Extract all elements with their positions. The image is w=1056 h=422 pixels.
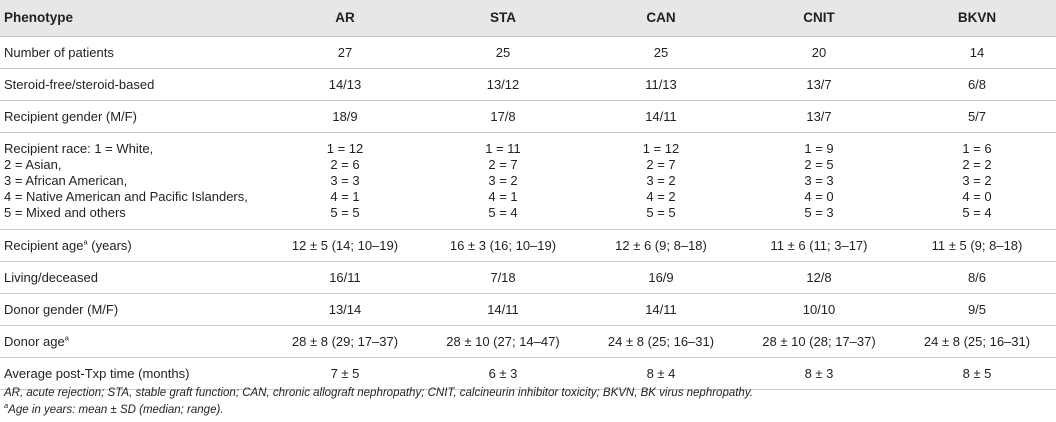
table-cell-race-cnit: [740, 133, 898, 230]
footnote-marker: a: [83, 237, 88, 247]
table-row: [0, 358, 1056, 390]
race-value: 4 = 0: [804, 189, 834, 204]
table-cell: 18/9: [332, 109, 358, 124]
header-bkvn: BKVN: [957, 10, 997, 25]
table-cell: 11 ± 6 (11; 3–17): [770, 238, 868, 253]
race-value: 4 = 0: [962, 189, 992, 204]
table-row: [0, 262, 1056, 294]
table-cell: 14/13: [328, 77, 362, 92]
table-cell: 17/8: [490, 109, 516, 124]
race-value: 3 = 3: [330, 173, 360, 188]
table-cell: 13/7: [806, 77, 832, 92]
table-cell: 28 ± 8 (29; 17–37): [291, 334, 399, 349]
table-cell: 28 ± 10 (28; 17–37): [762, 334, 876, 349]
race-value: 2 = 6: [330, 157, 360, 172]
race-value: 2 = 7: [646, 157, 676, 172]
race-value: 3 = 2: [646, 173, 676, 188]
table-cell-race-can: [582, 133, 740, 230]
race-value: 3 = 3: [804, 173, 834, 188]
table-cell: 24 ± 8 (25; 16–31): [923, 334, 1031, 349]
table-cell: 11/13: [645, 77, 677, 92]
race-value: 1 = 12: [326, 141, 364, 156]
row-label: Donor age: [4, 334, 65, 349]
race-value: 2 = 2: [962, 157, 992, 172]
table-cell: 16/11: [329, 270, 361, 285]
table-cell-race-sta: [424, 133, 582, 230]
table-cell: 14: [969, 45, 985, 60]
row-label-donor-age: [0, 326, 266, 358]
table-cell: 8 ± 3: [804, 366, 834, 381]
race-label-line: 4 = Native American and Pacific Islanders,: [4, 189, 248, 204]
table-cell: 20: [811, 45, 827, 60]
table-cell: 16 ± 3 (16; 10–19): [449, 238, 557, 253]
table-cell: 24 ± 8 (25; 16–31): [607, 334, 715, 349]
table-cell: 13/12: [486, 77, 520, 92]
table-row: [0, 37, 1056, 69]
race-value: 5 = 3: [804, 205, 834, 220]
table-cell: 10/10: [802, 302, 836, 317]
race-value: 1 = 12: [642, 141, 680, 156]
table-row: [0, 69, 1056, 101]
race-value: 4 = 1: [488, 189, 518, 204]
race-value: 5 = 4: [488, 205, 518, 220]
table-cell: 5/7: [967, 109, 987, 124]
race-label-line: 2 = Asian,: [4, 157, 62, 172]
row-label-recipient-age: [0, 230, 266, 262]
footnote-abbreviations: AR, acute rejection; STA, stable graft function; CAN, chronic allograft nephropathy; CNIT, calcineurin inhibitor toxicity; BKVN, BK virus nephropathy.: [4, 387, 753, 399]
table-row: [0, 230, 1056, 262]
table-row-race: [0, 133, 1056, 230]
table-cell: 14/11: [645, 302, 677, 317]
header-can: CAN: [646, 10, 676, 25]
row-label: Number of patients: [4, 45, 114, 60]
table-row: [0, 294, 1056, 326]
table-cell-race-ar: [266, 133, 424, 230]
row-label: Steroid-free/steroid-based: [4, 77, 155, 92]
row-label: Donor gender (M/F): [4, 302, 119, 317]
race-value: 3 = 2: [488, 173, 518, 188]
table-cell: 12 ± 6 (9; 8–18): [615, 238, 707, 253]
header-ar: AR: [335, 10, 355, 25]
table-cell: 7 ± 5: [330, 366, 360, 381]
race-value: 2 = 7: [488, 157, 518, 172]
race-value: 5 = 5: [330, 205, 360, 220]
race-label-line: 3 = African American,: [4, 173, 128, 188]
table-cell: 12 ± 5 (14; 10–19): [291, 238, 399, 253]
race-value: 1 = 9: [804, 141, 834, 156]
header-cnit: CNIT: [803, 10, 835, 25]
header-sta: STA: [490, 10, 516, 25]
race-value: 2 = 5: [804, 157, 834, 172]
table-row: [0, 101, 1056, 133]
row-label-race: [0, 133, 266, 230]
row-label: Recipient age: [4, 238, 84, 253]
table-header-row: [0, 0, 1056, 37]
table-cell: 13/7: [806, 109, 832, 124]
table-cell: 11 ± 5 (9; 8–18): [931, 238, 1023, 253]
race-value: 5 = 5: [646, 205, 676, 220]
table-cell: 16/9: [648, 270, 674, 285]
table-cell: 27: [337, 45, 353, 60]
race-value: 3 = 2: [962, 173, 992, 188]
header-phenotype: Phenotype: [4, 10, 74, 25]
table-cell: 25: [653, 45, 669, 60]
race-value: 5 = 4: [962, 205, 992, 220]
footnote-age: [4, 401, 224, 416]
table-row: [0, 326, 1056, 358]
race-value: 1 = 6: [962, 141, 992, 156]
table-cell: 8/6: [967, 270, 987, 285]
race-value: 4 = 1: [330, 189, 360, 204]
table-cell: 14/11: [487, 302, 519, 317]
table-cell: 6 ± 3: [488, 366, 518, 381]
table-cell: 12/8: [806, 270, 832, 285]
table-cell: 13/14: [328, 302, 362, 317]
table-cell: 25: [495, 45, 511, 60]
table-cell: 28 ± 10 (27; 14–47): [446, 334, 560, 349]
footnote-age-text: Age in years: mean ± SD (median; range).: [8, 404, 224, 416]
table-cell: 8 ± 4: [646, 366, 676, 381]
race-label-line: Recipient race: 1 = White,: [4, 141, 154, 156]
race-value: 1 = 11: [485, 141, 521, 156]
table-cell: 14/11: [645, 109, 677, 124]
race-label-line: 5 = Mixed and others: [4, 205, 126, 220]
footnote-marker: a: [4, 401, 9, 411]
table-cell: 9/5: [967, 302, 987, 317]
row-label: Recipient gender (M/F): [4, 109, 137, 124]
race-value: 4 = 2: [646, 189, 676, 204]
table-cell: 7/18: [490, 270, 516, 285]
table-cell-race-bkvn: [898, 133, 1056, 230]
table-cell: 6/8: [967, 77, 987, 92]
footnote-marker: a: [64, 333, 69, 343]
row-label-suffix: (years): [87, 238, 132, 253]
table-cell: 8 ± 5: [962, 366, 992, 381]
row-label: Average post-Txp time (months): [4, 366, 190, 381]
row-label: Living/deceased: [4, 270, 98, 285]
